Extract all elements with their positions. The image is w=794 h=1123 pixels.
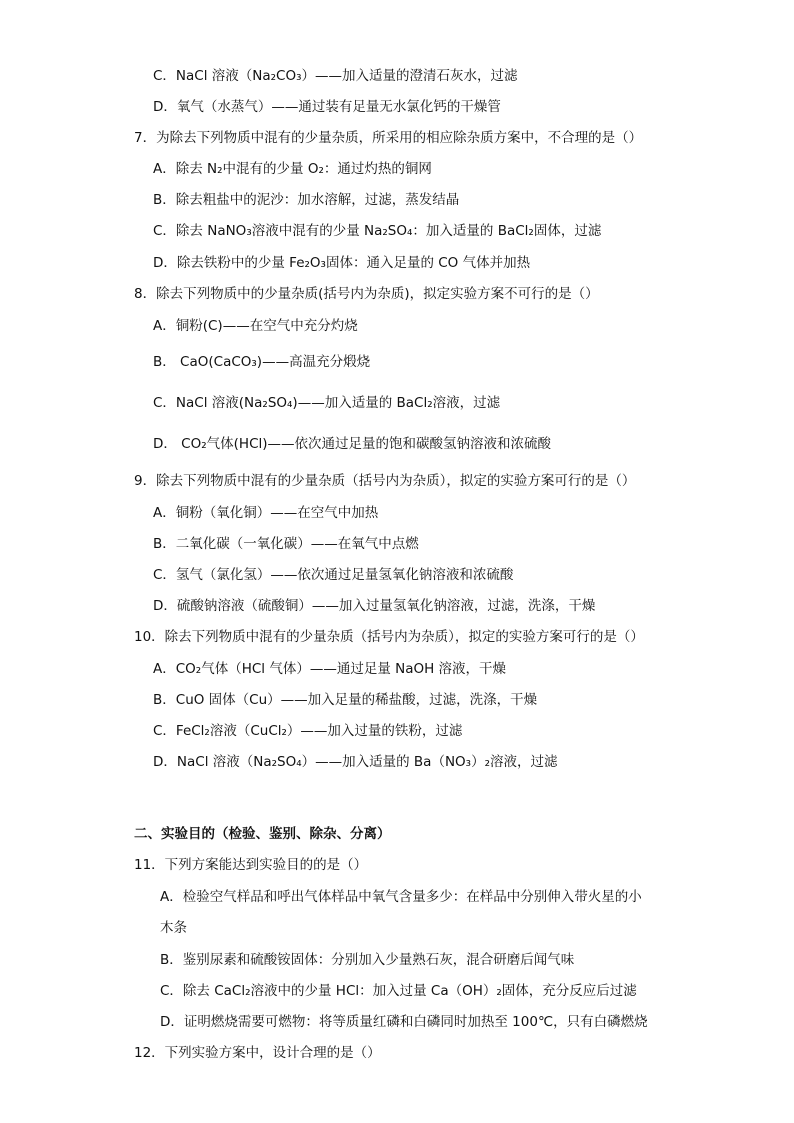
q9-option-b: B．二氧化碳（一氧化碳）——在氧气中点燃 [153,536,419,552]
q11-option-b: B．鉴别尿素和硫酸铵固体：分别加入少量熟石灰，混合研磨后闻气味 [160,952,575,968]
q10-stem: 10．除去下列物质中混有的少量杂质（括号内为杂质），拟定的实验方案可行的是（） [134,629,644,645]
q8-option-a: A．铜粉(C)——在空气中充分灼烧 [153,318,358,334]
q7-option-b: B．除去粗盐中的泥沙：加水溶解，过滤，蒸发结晶 [153,192,460,208]
q8-stem: 8．除去下列物质中的少量杂质(括号内为杂质)，拟定实验方案不可行的是（） [134,286,599,302]
q8-option-b: B． CaO(CaCO₃)——高温充分煅烧 [153,354,371,370]
q7-option-c: C．除去 NaNO₃溶液中混有的少量 Na₂SO₄：加入适量的 BaCl₂固体，过滤 [153,223,602,239]
q6-option-c: C．NaCl 溶液（Na₂CO₃）——加入适量的澄清石灰水，过滤 [153,68,518,84]
q7-option-a: A．除去 N₂中混有的少量 O₂：通过灼热的铜网 [153,161,432,177]
q11-option-d: D．证明燃烧需要可燃物：将等质量红磷和白磷同时加热至 100℃，只有白磷燃烧 [160,1014,648,1030]
q6-option-d: D．氧气（水蒸气）——通过装有足量无水氯化钙的干燥管 [153,99,501,115]
q11-option-c: C．除去 CaCl₂溶液中的少量 HCl：加入过量 Ca（OH）₂固体，充分反应后过滤 [160,983,637,999]
q7-stem: 7．为除去下列物质中混有的少量杂质，所采用的相应除杂质方案中，不合理的是（） [134,130,643,146]
q7-option-d: D．除去铁粉中的少量 Fe₂O₃固体：通入足量的 CO 气体并加热 [153,255,531,271]
q9-option-a: A．铜粉（氧化铜）——在空气中加热 [153,505,379,521]
q10-option-b: B．CuO 固体（Cu）——加入足量的稀盐酸，过滤，洗涤，干燥 [153,692,538,708]
section-heading: 二、实验目的（检验、鉴别、除杂、分离） [134,826,391,842]
q10-option-c: C．FeCl₂溶液（CuCl₂）——加入过量的铁粉，过滤 [153,723,463,739]
q9-stem: 9．除去下列物质中混有的少量杂质（括号内为杂质），拟定的实验方案可行的是（） [134,473,636,489]
q9-option-d: D．硫酸钠溶液（硫酸铜）——加入过量氢氧化钠溶液，过滤，洗涤，干燥 [153,598,596,614]
q12-stem: 12．下列实验方案中，设计合理的是（） [134,1045,381,1061]
q11-option-a: A．检验空气样品和呼出气体样品中氧气含量多少：在样品中分别伸入带火星的小 [160,889,642,905]
q11-option-a-continued: 木条 [160,920,187,936]
q9-option-c: C．氢气（氯化氢）——依次通过足量氢氧化钠溶液和浓硫酸 [153,567,514,583]
q10-option-a: A．CO₂气体（HCl 气体）——通过足量 NaOH 溶液，干燥 [153,661,507,677]
q10-option-d: D．NaCl 溶液（Na₂SO₄）——加入适量的 Ba（NO₃）₂溶液，过滤 [153,754,558,770]
q8-option-c: C．NaCl 溶液(Na₂SO₄)——加入适量的 BaCl₂溶液，过滤 [153,395,501,411]
q8-option-d: D． CO₂气体(HCl)——依次通过足量的饱和碳酸氢钠溶液和浓硫酸 [153,436,552,452]
q11-stem: 11．下列方案能达到实验目的的是（） [134,857,368,873]
